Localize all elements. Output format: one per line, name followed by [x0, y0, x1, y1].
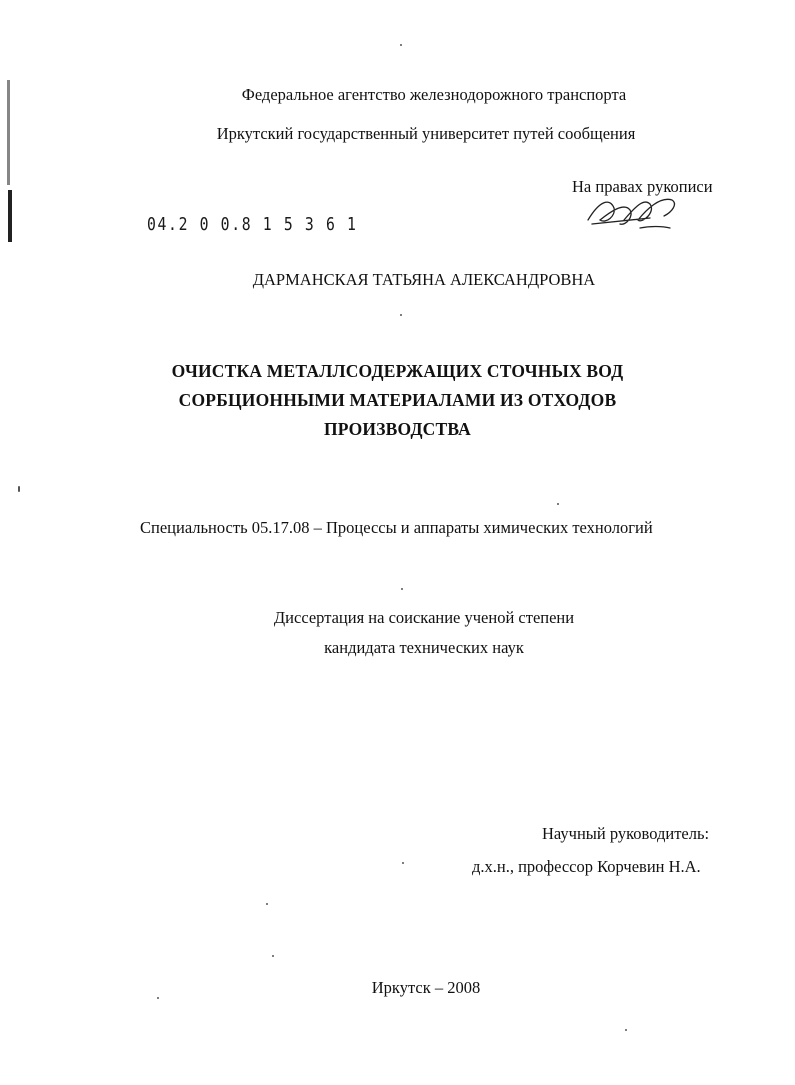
supervisor-label: Научный руководитель:: [542, 824, 710, 843]
scan-edge-mark: [8, 190, 12, 242]
supervisor-name: д.х.н., профессор Корчевин Н.А.: [472, 857, 701, 876]
scan-speck: [402, 862, 404, 864]
degree-line-1: Диссертация на соискание ученой степени: [273, 608, 575, 627]
university-name: Иркутский государственный университет путей сообщения: [216, 124, 636, 143]
dissertation-title-line-3: ПРОИЗВОДСТВА: [323, 419, 472, 439]
scan-speck: [266, 903, 268, 905]
dissertation-title-line-1: ОЧИСТКА МЕТАЛЛСОДЕРЖАЩИХ СТОЧНЫХ ВОД: [171, 361, 624, 381]
dissertation-title-line-2: СОРБЦИОННЫМИ МАТЕРИАЛАМИ ИЗ ОТХОДОВ: [178, 390, 617, 410]
scan-speck: [400, 44, 402, 46]
scan-speck: [157, 997, 159, 999]
scan-speck: [18, 486, 20, 492]
manuscript-note: На правах рукописи: [572, 177, 713, 196]
scan-speck: [557, 503, 559, 505]
scan-speck: [272, 955, 274, 957]
scan-speck: [401, 588, 403, 590]
scan-speck: [625, 1029, 627, 1031]
archive-stamp-code: 04.2 0 0.8 1 5 3 6 1: [147, 214, 358, 235]
agency-name: Федеральное агентство железнодорожного транспорта: [241, 85, 627, 104]
author-name: ДАРМАНСКАЯ ТАТЬЯНА АЛЕКСАНДРОВНА: [252, 270, 596, 289]
specialty-line: Специальность 05.17.08 – Процессы и аппараты химических технологий: [140, 518, 653, 537]
scan-speck: [400, 314, 402, 316]
degree-line-2: кандидата технических наук: [324, 638, 524, 657]
city-year: Иркутск – 2008: [371, 978, 481, 997]
signature-icon: [580, 190, 690, 240]
